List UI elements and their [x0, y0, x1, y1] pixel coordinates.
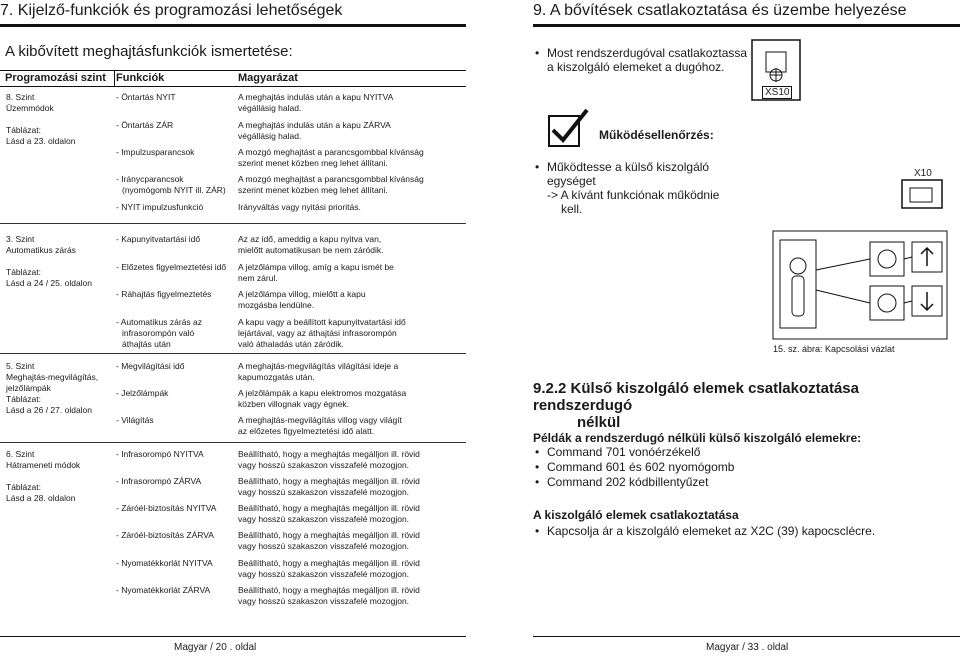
table-top-rule [0, 70, 466, 71]
table-ref-page: Lásd a 28. oldalon [6, 493, 76, 503]
x10-label: X10 [914, 168, 932, 179]
explanation-item: Beállítható, hogy a meghajtás megálljon ill. rövid vagy hosszú szakaszon visszafelé mozogjon. [238, 449, 420, 470]
function-item: - Nyomatékkorlát NYITVA [116, 558, 213, 568]
table-ref-page: Lásd a 23. oldalon [6, 136, 76, 146]
explanation-item: A meghajtás indulás után a kapu ZÁRVA végállásig halad. [238, 120, 391, 141]
level-block-3 [6, 234, 110, 289]
level-number: 3. Szint [6, 234, 35, 244]
explanation-item: Beállítható, hogy a meghajtás megálljon ill. rövid vagy hosszú szakaszon visszafelé mozogjon. [238, 476, 420, 497]
column-header-functions: Funkciók [116, 72, 165, 84]
subsection-title: 9.2.2 Külső kiszolgáló elemek csatlakoztatása rendszerdugó nélkül [533, 380, 859, 431]
example-item: • Command 701 vonóérzékelő [533, 445, 913, 460]
right-page-title: 9. A bővítések csatlakoztatása és üzembe helyezése [533, 2, 907, 19]
explanation-item: Beállítható, hogy a meghajtás megálljon ill. rövid vagy hosszú szakaszon visszafelé mozogjon. [238, 530, 420, 551]
group-divider [0, 442, 466, 443]
explanation-item: A jelzőlámpa villog, mielőtt a kapu mozgásba lendülne. [238, 289, 366, 310]
wiring-diagram [772, 230, 948, 340]
table-ref-label: Táblázat: [6, 482, 41, 492]
level-name: Hátrameneti módok [6, 460, 81, 470]
example-item: • Command 601 és 602 nyomógomb [533, 460, 913, 475]
function-item: - Megvilágítási idő [116, 361, 185, 371]
table-ref-label: Táblázat: [6, 125, 41, 135]
explanation-item: A mozgó meghajtást a parancsgombbal kívánság szerint menet közben meg lehet állítani. [238, 147, 424, 168]
function-item: - Előzetes figyelmeztetési idő [116, 262, 227, 272]
explanation-item: Irányváltás vagy nyitási prioritás. [238, 202, 361, 212]
checkmark-icon [547, 108, 589, 148]
check-list [533, 160, 733, 216]
function-item: - Nyomatékkorlát ZÁRVA [116, 585, 211, 595]
left-footer: Magyar / 20 . oldal [174, 642, 257, 653]
function-item: - Automatikus zárás az infrasorompón való áthajtás után [116, 317, 202, 349]
function-item: - Impulzusparancsok [116, 147, 195, 157]
table-header-rule [0, 86, 466, 87]
table-ref-label: Táblázat: [6, 394, 41, 404]
explanation-item: A jelzőlámpák a kapu elektromos mozgatása közben villognak vagy égnek. [238, 388, 407, 409]
left-footer-rule [0, 636, 466, 637]
function-item: - Ráhajtás figyelmeztetés [116, 289, 212, 299]
level-block-5 [6, 361, 110, 416]
check-item: • Működtesse a külső kiszolgáló egységet -> A kívánt funkciónak működnie kell. [533, 160, 733, 216]
connect-item: • Kapcsolja ár a kiszolgáló elemeket az X2C (39) kapocsclécre. [533, 524, 953, 538]
explanation-item: A meghajtás-megvilágítás villog vagy világít az előzetes figyelmeztetési idő alatt. [238, 415, 402, 436]
figure-caption: 15. sz. ábra: Kapcsolási vázlat [773, 344, 895, 354]
function-item: - Infrasorompó NYITVA [116, 449, 204, 459]
left-page-title: 7. Kijelző-funkciók és programozási lehetőségek [0, 2, 343, 19]
explanation-item: Beállítható, hogy a meghajtás megálljon ill. rövid vagy hosszú szakaszon visszafelé mozogjon. [238, 558, 420, 579]
function-item: - Infrasorompó ZÁRVA [116, 476, 202, 486]
function-item: - Záróél-biztosítás ZÁRVA [116, 530, 214, 540]
connect-list [533, 524, 953, 538]
example-item: • Command 202 kódbillentyűzet [533, 475, 913, 490]
column-divider [114, 70, 115, 87]
intro-item: • Most rendszerdugóval csatlakoztassa a kiszolgáló elemeket a dugóhoz. [533, 46, 753, 74]
group-divider [0, 223, 466, 224]
table-ref-page: Lásd a 26 / 27. oldalon [6, 405, 93, 415]
function-item: - Világítás [116, 415, 154, 425]
intro-list [533, 46, 753, 74]
function-item: - Öntartás NYIT [116, 92, 176, 102]
function-item: - Iránycparancsok (nyomógomb NYIT ill. ZÁR) [116, 174, 226, 195]
explanation-item: Beállítható, hogy a meghajtás megálljon ill. rövid vagy hosszú szakaszon visszafelé mozogjon. [238, 503, 420, 524]
section-title: A kibővített meghajtásfunkciók ismertetése: [5, 43, 293, 60]
explanation-item: A meghajtás-megvilágítás világítási ideje a kapumozgatás után. [238, 361, 399, 382]
table-ref-label: Táblázat: [6, 267, 41, 277]
explanation-item: Beállítható, hogy a meghajtás megálljon ill. rövid vagy hosszú szakaszon visszafelé mozogjon. [238, 585, 420, 606]
xs10-label: XS10 [762, 86, 792, 99]
explanation-item: A mozgó meghajtást a parancsgombbal kívánság szerint menet közben meg lehet állítani. [238, 174, 424, 195]
level-number: 8. Szint [6, 92, 35, 102]
column-header-explanation: Magyarázat [238, 72, 298, 84]
level-block-8 [6, 92, 110, 147]
examples-list [533, 445, 913, 490]
function-item: - Kapunyitvatartási idő [116, 234, 201, 244]
right-header-rule [533, 24, 960, 27]
function-item: - Jelzőlámpák [116, 388, 169, 398]
explanation-item: A kapu vagy a beállított kapunyitvatartási idő lejártával, vagy az áthajtási infrasorompón való áthaladás után záródik. [238, 317, 406, 349]
explanation-item: Az az idő, ameddig a kapu nyitva van, mielőtt automatikusan be nem záródik. [238, 234, 384, 255]
table-ref-page: Lásd a 24 / 25. oldalon [6, 278, 93, 288]
connect-title: A kiszolgáló elemek csatlakoztatása [533, 508, 739, 522]
level-block-6 [6, 449, 110, 504]
check-title: Működésellenőrzés: [599, 128, 714, 142]
group-divider [0, 353, 466, 354]
level-name: Automatikus zárás [6, 245, 76, 255]
level-number: 5. Szint [6, 361, 35, 371]
explanation-item: A jelzőlámpa villog, amíg a kapu ismét be nem zárul. [238, 262, 394, 283]
right-footer-rule [533, 636, 960, 637]
level-number: 6. Szint [6, 449, 35, 459]
column-header-level: Programozási szint [5, 72, 106, 84]
function-item: - Záróél-biztosítás NYITVA [116, 503, 217, 513]
right-footer: Magyar / 33 . oldal [706, 642, 789, 653]
explanation-item: A meghajtás indulás után a kapu NYITVA végállásig halad. [238, 92, 394, 113]
function-item: - Öntartás ZÁR [116, 120, 174, 130]
examples-title: Példák a rendszerdugó nélküli külső kiszolgáló elemekre: [533, 431, 862, 445]
level-name: Üzemmódok [6, 103, 54, 113]
function-item: - NYIT impulzusfunkció [116, 202, 204, 212]
level-name-cont: jelzőlámpák [6, 383, 51, 393]
level-name: Meghajtás-megvilágítás, [6, 372, 99, 382]
left-header-rule [0, 24, 466, 27]
